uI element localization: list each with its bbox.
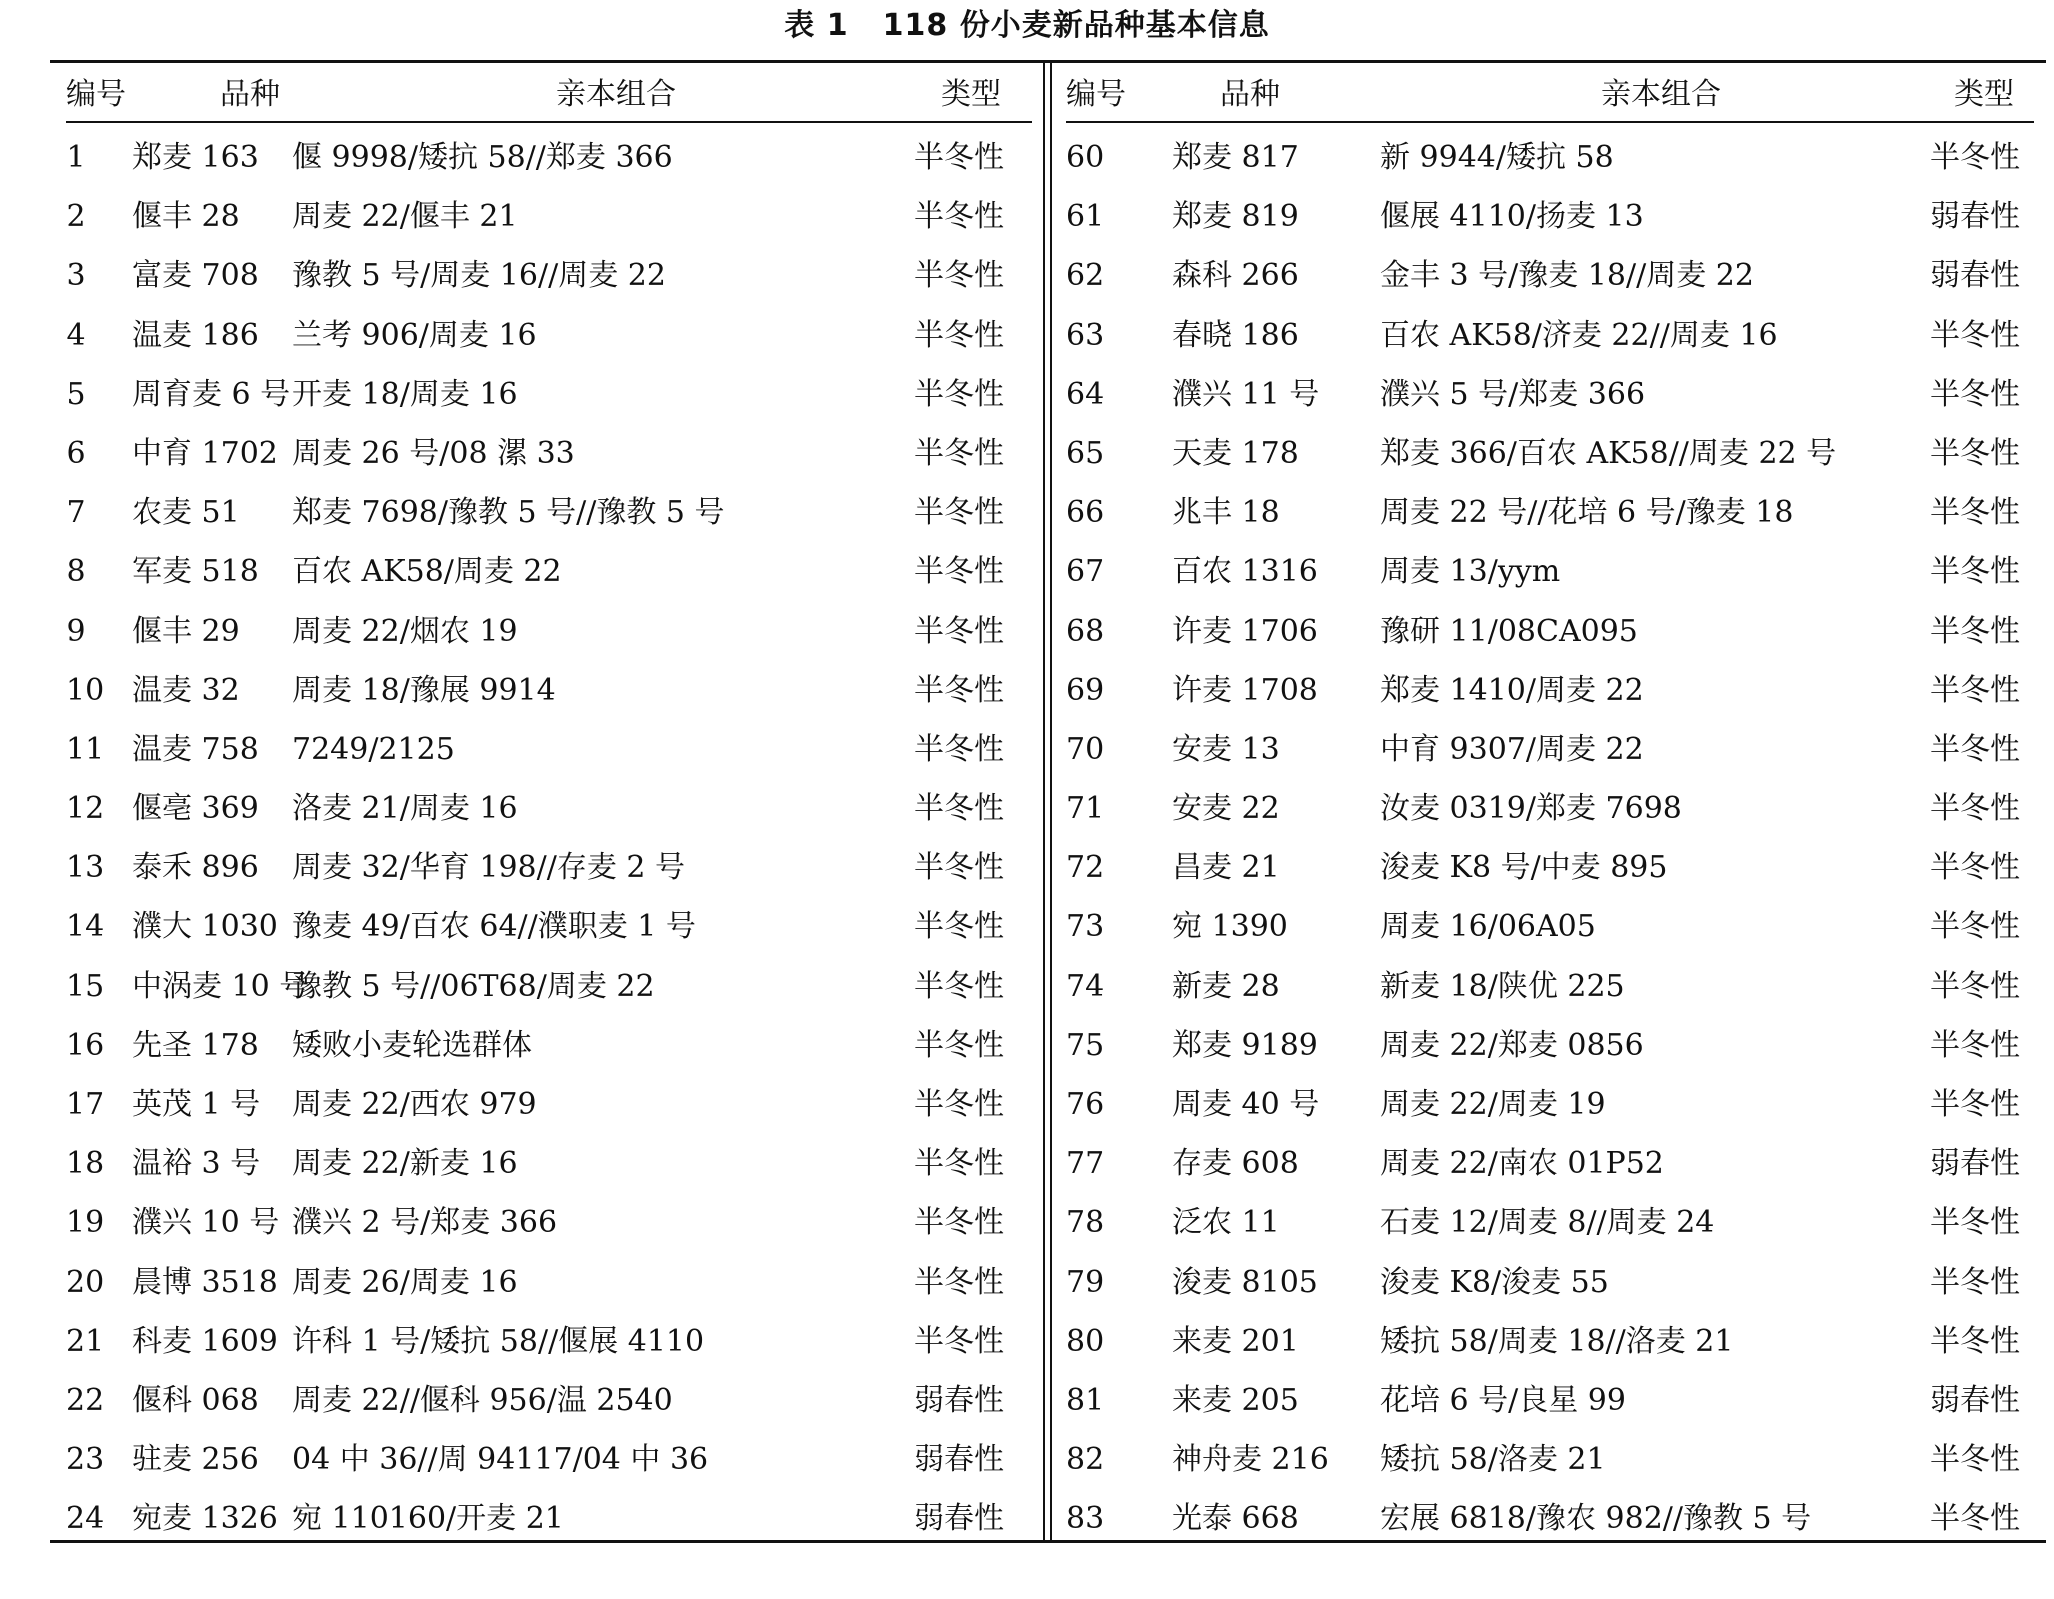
cell-variety: 周麦 40 号 — [1172, 1087, 1320, 1122]
cell-variety: 郑麦 163 — [132, 140, 259, 175]
cell-no: 74 — [1066, 968, 1105, 1004]
table-row — [66, 957, 1032, 1016]
cell-no: 24 — [66, 1501, 105, 1537]
table-row — [1066, 483, 2034, 542]
cell-type: 半冬性 — [914, 199, 1004, 235]
cell-variety: 新麦 28 — [1172, 968, 1280, 1004]
cell-variety: 晨博 3518 — [132, 1264, 278, 1300]
table-row — [1066, 1016, 2034, 1075]
table-row — [1066, 602, 2034, 661]
cell-variety: 偃丰 29 — [132, 613, 240, 649]
cell-variety: 百农 1316 — [1172, 554, 1318, 590]
table-row — [1066, 1489, 2034, 1548]
cell-parents: 周麦 22/南农 01P52 — [1380, 1146, 1664, 1182]
cell-variety: 光泰 668 — [1172, 1501, 1299, 1537]
cell-variety: 森科 266 — [1172, 258, 1299, 294]
cell-type: 半冬性 — [914, 1323, 1004, 1359]
cell-type: 弱春性 — [1930, 199, 2020, 235]
table-body-right — [1066, 128, 2034, 1549]
cell-parents: 周麦 22/西农 979 — [292, 1087, 537, 1122]
table-row — [66, 1193, 1032, 1252]
cell-variety: 军麦 518 — [132, 554, 259, 590]
cell-parents: 郑麦 7698/豫教 5 号//豫教 5 号 — [292, 495, 725, 531]
table-row — [66, 1075, 1032, 1134]
table-row — [66, 1016, 1032, 1075]
table-row — [1066, 1371, 2034, 1430]
cell-type: 半冬性 — [914, 909, 1004, 945]
table-row — [1066, 1430, 2034, 1489]
cell-no: 73 — [1066, 909, 1105, 945]
cell-type: 弱春性 — [914, 1501, 1004, 1537]
cell-parents: 濮兴 5 号/郑麦 366 — [1380, 376, 1646, 412]
cell-parents: 金丰 3 号/豫麦 18//周麦 22 — [1380, 258, 1754, 294]
cell-no: 23 — [66, 1442, 105, 1478]
header-no: 编号 — [66, 77, 126, 112]
cell-variety: 许麦 1706 — [1172, 613, 1318, 649]
cell-parents: 周麦 32/华育 198//存麦 2 号 — [292, 850, 685, 886]
cell-type: 半冬性 — [1930, 731, 2020, 767]
cell-no: 9 — [66, 613, 86, 649]
table-row — [66, 246, 1032, 305]
cell-type: 半冬性 — [914, 968, 1004, 1004]
cell-no: 81 — [1066, 1382, 1105, 1418]
cell-variety: 周育麦 6 号 — [132, 376, 291, 412]
cell-type: 半冬性 — [1930, 968, 2020, 1004]
cell-variety: 安麦 22 — [1172, 791, 1280, 827]
cell-variety: 温麦 32 — [132, 672, 240, 708]
cell-parents: 郑麦 366/百农 AK58//周麦 22 号 — [1380, 435, 1837, 471]
cell-variety: 农麦 51 — [132, 495, 240, 531]
table-row — [1066, 838, 2034, 897]
cell-type: 半冬性 — [914, 317, 1004, 353]
cell-no: 3 — [66, 258, 86, 294]
cell-type: 弱春性 — [1930, 258, 2020, 294]
cell-variety: 濮兴 11 号 — [1172, 376, 1320, 412]
cell-no: 2 — [66, 199, 86, 235]
cell-variety: 先圣 178 — [132, 1027, 259, 1063]
cell-no: 20 — [66, 1264, 105, 1300]
header-row — [66, 70, 1032, 120]
cell-no: 19 — [66, 1205, 105, 1241]
cell-parents: 周麦 22/偃丰 21 — [292, 199, 518, 235]
cell-no: 63 — [1066, 317, 1105, 353]
cell-parents: 濮兴 2 号/郑麦 366 — [292, 1205, 558, 1241]
cell-variety: 昌麦 21 — [1172, 850, 1280, 886]
cell-parents: 宏展 6818/豫农 982//豫教 5 号 — [1380, 1501, 1812, 1537]
cell-no: 67 — [1066, 554, 1105, 590]
cell-variety: 科麦 1609 — [132, 1323, 278, 1359]
cell-parents: 周麦 22/新麦 16 — [292, 1146, 518, 1182]
cell-parents: 豫教 5 号/周麦 16//周麦 22 — [292, 258, 666, 294]
cell-variety: 安麦 13 — [1172, 731, 1280, 767]
header-variety: 品种 — [220, 77, 280, 112]
table-row — [1066, 128, 2034, 187]
cell-no: 22 — [66, 1382, 105, 1418]
cell-type: 半冬性 — [1930, 376, 2020, 412]
cell-parents: 百农 AK58/济麦 22//周麦 16 — [1380, 317, 1778, 353]
table-label: 表 1 — [784, 8, 849, 43]
table-row — [1066, 1134, 2034, 1193]
cell-variety: 偃丰 28 — [132, 199, 240, 235]
cell-type: 半冬性 — [1930, 140, 2020, 175]
cell-parents: 汝麦 0319/郑麦 7698 — [1380, 791, 1682, 827]
cell-parents: 周麦 18/豫展 9914 — [292, 672, 556, 708]
cell-parents: 周麦 22//偃科 956/温 2540 — [292, 1382, 673, 1418]
table-row — [1066, 1193, 2034, 1252]
cell-no: 1 — [66, 140, 86, 175]
cell-no: 17 — [66, 1087, 105, 1122]
cell-parents: 周麦 16/06A05 — [1380, 909, 1596, 945]
table-row — [1066, 1253, 2034, 1312]
cell-parents: 郑麦 1410/周麦 22 — [1380, 672, 1644, 708]
cell-variety: 富麦 708 — [132, 258, 259, 294]
cell-type: 半冬性 — [914, 672, 1004, 708]
cell-parents: 豫麦 49/百农 64//濮职麦 1 号 — [292, 909, 696, 945]
cell-no: 65 — [1066, 435, 1105, 471]
cell-no: 71 — [1066, 791, 1105, 827]
table-row — [66, 128, 1032, 187]
table-row — [1066, 365, 2034, 424]
table-row — [1066, 1312, 2034, 1371]
cell-no: 7 — [66, 495, 86, 531]
cell-type: 半冬性 — [1930, 1501, 2020, 1537]
cell-type: 半冬性 — [914, 613, 1004, 649]
cell-no: 77 — [1066, 1146, 1105, 1182]
header-type: 类型 — [1954, 77, 2014, 112]
header-no: 编号 — [1066, 77, 1126, 112]
cell-parents: 新麦 18/陕优 225 — [1380, 968, 1625, 1004]
cell-no: 12 — [66, 791, 105, 827]
cell-variety: 来麦 205 — [1172, 1382, 1299, 1418]
cell-no: 64 — [1066, 376, 1105, 412]
table-row — [66, 838, 1032, 897]
cell-type: 半冬性 — [914, 731, 1004, 767]
cell-parents: 开麦 18/周麦 16 — [292, 376, 518, 412]
cell-no: 68 — [1066, 613, 1105, 649]
cell-parents: 偃 9998/矮抗 58//郑麦 366 — [292, 140, 673, 175]
cell-variety: 濮大 1030 — [132, 909, 278, 945]
cell-no: 76 — [1066, 1087, 1105, 1122]
cell-type: 半冬性 — [1930, 1087, 2020, 1122]
cell-no: 69 — [1066, 672, 1105, 708]
table-body-left — [66, 128, 1032, 1549]
table-row — [1066, 542, 2034, 601]
cell-parents: 浚麦 K8 号/中麦 895 — [1380, 850, 1668, 886]
table-row — [66, 1312, 1032, 1371]
cell-no: 72 — [1066, 850, 1105, 886]
cell-variety: 濮兴 10 号 — [132, 1205, 280, 1241]
center-divider-line — [1043, 60, 1045, 1543]
cell-parents: 周麦 22/郑麦 0856 — [1380, 1027, 1644, 1063]
cell-type: 半冬性 — [914, 1087, 1004, 1122]
cell-variety: 中涡麦 10 号 — [132, 968, 310, 1004]
cell-parents: 豫教 5 号//06T68/周麦 22 — [292, 968, 655, 1004]
cell-type: 半冬性 — [1930, 317, 2020, 353]
table-row — [66, 1430, 1032, 1489]
cell-parents: 花培 6 号/良星 99 — [1380, 1382, 1626, 1418]
cell-variety: 存麦 608 — [1172, 1146, 1299, 1182]
cell-type: 半冬性 — [1930, 850, 2020, 886]
cell-no: 60 — [1066, 140, 1105, 175]
table-right-half — [1066, 70, 2034, 1549]
cell-type: 弱春性 — [1930, 1146, 2020, 1182]
table-row — [66, 661, 1032, 720]
cell-variety: 英茂 1 号 — [132, 1087, 261, 1122]
cell-no: 21 — [66, 1323, 105, 1359]
table-row — [1066, 661, 2034, 720]
table-row — [1066, 1075, 2034, 1134]
cell-no: 18 — [66, 1146, 105, 1182]
center-divider-line — [1050, 60, 1052, 1543]
cell-parents: 周麦 22 号//花培 6 号/豫麦 18 — [1380, 495, 1794, 531]
cell-type: 半冬性 — [914, 850, 1004, 886]
table-row — [66, 1134, 1032, 1193]
header-row — [1066, 70, 2034, 120]
table-row — [66, 1253, 1032, 1312]
cell-parents: 偃展 4110/扬麦 13 — [1380, 199, 1644, 235]
cell-no: 10 — [66, 672, 105, 708]
cell-type: 半冬性 — [1930, 1027, 2020, 1063]
table-row — [66, 602, 1032, 661]
cell-parents: 兰考 906/周麦 16 — [292, 317, 537, 353]
cell-parents: 周麦 26 号/08 漯 33 — [292, 435, 575, 471]
cell-no: 79 — [1066, 1264, 1105, 1300]
cell-parents: 许科 1 号/矮抗 58//偃展 4110 — [292, 1323, 705, 1359]
cell-type: 弱春性 — [1930, 1382, 2020, 1418]
cell-variety: 驻麦 256 — [132, 1442, 259, 1478]
cell-variety: 郑麦 817 — [1172, 140, 1299, 175]
cell-parents: 中育 9307/周麦 22 — [1380, 731, 1644, 767]
cell-parents: 矮抗 58/周麦 18//洛麦 21 — [1380, 1323, 1734, 1359]
cell-variety: 浚麦 8105 — [1172, 1264, 1318, 1300]
cell-variety: 温麦 186 — [132, 317, 259, 353]
cell-type: 半冬性 — [914, 1205, 1004, 1241]
cell-no: 70 — [1066, 731, 1105, 767]
cell-parents: 周麦 22/烟农 19 — [292, 613, 518, 649]
cell-variety: 偃科 068 — [132, 1382, 259, 1418]
cell-parents: 周麦 26/周麦 16 — [292, 1264, 518, 1300]
cell-no: 6 — [66, 435, 86, 471]
cell-type: 半冬性 — [1930, 495, 2020, 531]
cell-type: 半冬性 — [914, 1027, 1004, 1063]
cell-parents: 新 9944/矮抗 58 — [1380, 140, 1614, 175]
cell-no: 78 — [1066, 1205, 1105, 1241]
cell-variety: 中育 1702 — [132, 435, 278, 471]
header-variety: 品种 — [1220, 77, 1280, 112]
cell-parents: 周麦 13/yym — [1380, 554, 1561, 590]
cell-no: 82 — [1066, 1442, 1105, 1478]
cell-parents: 浚麦 K8/浚麦 55 — [1380, 1264, 1609, 1300]
cell-no: 5 — [66, 376, 86, 412]
table-row — [1066, 306, 2034, 365]
cell-no: 66 — [1066, 495, 1105, 531]
cell-variety: 许麦 1708 — [1172, 672, 1318, 708]
cell-type: 半冬性 — [914, 554, 1004, 590]
table-row — [66, 365, 1032, 424]
cell-parents: 04 中 36//周 94117/04 中 36 — [292, 1442, 709, 1478]
cell-type: 半冬性 — [914, 258, 1004, 294]
cell-no: 62 — [1066, 258, 1105, 294]
cell-type: 半冬性 — [1930, 909, 2020, 945]
cell-parents: 洛麦 21/周麦 16 — [292, 791, 518, 827]
cell-type: 半冬性 — [914, 495, 1004, 531]
cell-type: 半冬性 — [914, 1264, 1004, 1300]
cell-type: 弱春性 — [914, 1382, 1004, 1418]
table-row — [66, 1489, 1032, 1548]
table-row — [66, 483, 1032, 542]
table-row — [66, 897, 1032, 956]
table-row — [1066, 246, 2034, 305]
cell-variety: 温麦 758 — [132, 731, 259, 767]
cell-type: 半冬性 — [914, 791, 1004, 827]
header-parents: 亲本组合 — [1601, 77, 1721, 112]
cell-type: 弱春性 — [914, 1442, 1004, 1478]
table-title — [0, 6, 2054, 46]
cell-parents: 百农 AK58/周麦 22 — [292, 554, 562, 590]
cell-parents: 周麦 22/周麦 19 — [1380, 1087, 1606, 1122]
table-row — [1066, 897, 2034, 956]
cell-no: 13 — [66, 850, 105, 886]
table-row — [66, 1371, 1032, 1430]
header-parents: 亲本组合 — [556, 77, 676, 112]
table-row — [66, 779, 1032, 838]
cell-type: 半冬性 — [1930, 791, 2020, 827]
table-row — [1066, 424, 2034, 483]
table-row — [1066, 720, 2034, 779]
cell-no: 8 — [66, 554, 86, 590]
table-row — [66, 187, 1032, 246]
cell-parents: 宛 110160/开麦 21 — [292, 1501, 564, 1537]
cell-variety: 宛 1390 — [1172, 909, 1288, 945]
cell-variety: 温裕 3 号 — [132, 1146, 261, 1182]
cell-parents: 矮败小麦轮选群体 — [292, 1027, 532, 1063]
cell-variety: 天麦 178 — [1172, 435, 1299, 471]
header-type: 类型 — [941, 77, 1001, 112]
cell-variety: 来麦 201 — [1172, 1323, 1299, 1359]
cell-type: 半冬性 — [1930, 672, 2020, 708]
cell-parents: 矮抗 58/洛麦 21 — [1380, 1442, 1606, 1478]
cell-type: 半冬性 — [914, 1146, 1004, 1182]
cell-type: 半冬性 — [1930, 554, 2020, 590]
cell-variety: 郑麦 819 — [1172, 199, 1299, 235]
table-row — [66, 424, 1032, 483]
cell-variety: 偃亳 369 — [132, 791, 259, 827]
table-row — [66, 542, 1032, 601]
cell-variety: 郑麦 9189 — [1172, 1027, 1318, 1063]
cell-variety: 神舟麦 216 — [1172, 1442, 1329, 1478]
cell-no: 14 — [66, 909, 105, 945]
cell-variety: 兆丰 18 — [1172, 495, 1280, 531]
cell-no: 4 — [66, 317, 86, 353]
cell-variety: 泛农 11 — [1172, 1205, 1280, 1241]
cell-type: 半冬性 — [914, 376, 1004, 412]
table-left-half — [66, 70, 1032, 1549]
top-rule — [50, 60, 2046, 63]
cell-type: 半冬性 — [914, 140, 1004, 175]
table-row — [1066, 779, 2034, 838]
cell-no: 16 — [66, 1027, 105, 1063]
table-caption: 118 份小麦新品种基本信息 — [882, 8, 1270, 43]
cell-type: 半冬性 — [1930, 435, 2020, 471]
cell-type: 半冬性 — [1930, 1442, 2020, 1478]
cell-parents: 石麦 12/周麦 8//周麦 24 — [1380, 1205, 1715, 1241]
cell-parents: 7249/2125 — [292, 731, 455, 767]
cell-type: 半冬性 — [914, 435, 1004, 471]
cell-type: 半冬性 — [1930, 1264, 2020, 1300]
cell-no: 11 — [66, 731, 105, 767]
cell-no: 61 — [1066, 199, 1105, 235]
cell-variety: 春晓 186 — [1172, 317, 1299, 353]
table-row — [66, 306, 1032, 365]
table-row — [66, 720, 1032, 779]
table-row — [1066, 957, 2034, 1016]
table-row — [1066, 187, 2034, 246]
cell-variety: 宛麦 1326 — [132, 1501, 278, 1537]
cell-variety: 泰禾 896 — [132, 850, 259, 886]
cell-no: 75 — [1066, 1027, 1105, 1063]
cell-parents: 豫研 11/08CA095 — [1380, 613, 1638, 649]
cell-type: 半冬性 — [1930, 1205, 2020, 1241]
cell-no: 15 — [66, 968, 105, 1004]
cell-no: 83 — [1066, 1501, 1105, 1537]
cell-type: 半冬性 — [1930, 1323, 2020, 1359]
cell-no: 80 — [1066, 1323, 1105, 1359]
cell-type: 半冬性 — [1930, 613, 2020, 649]
